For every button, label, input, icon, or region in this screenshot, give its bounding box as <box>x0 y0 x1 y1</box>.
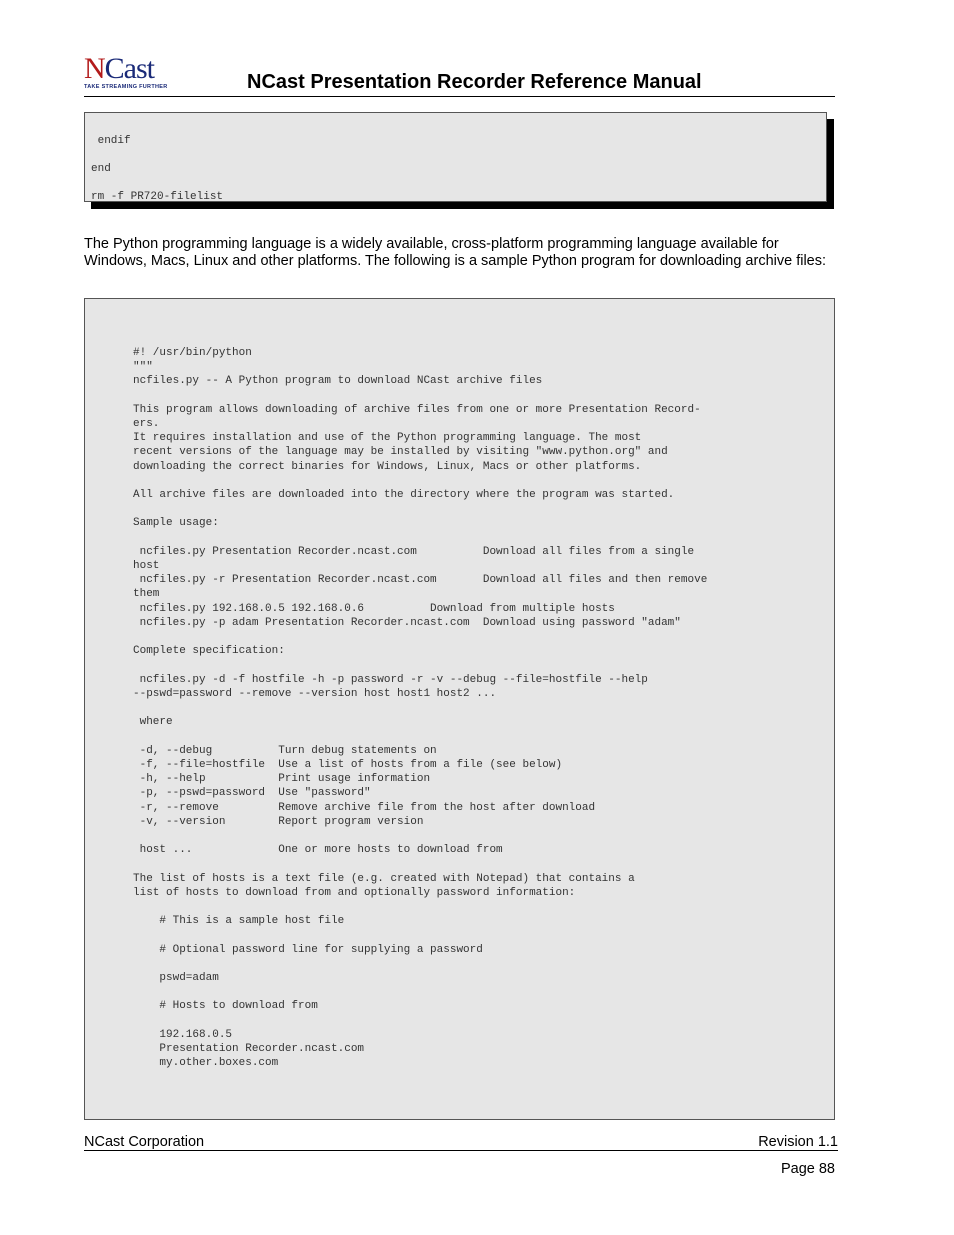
footer-revision: Revision 1.1 <box>758 1134 838 1150</box>
code-block-shell-script <box>84 112 827 202</box>
code-block-python <box>84 298 835 1120</box>
ncast-logo <box>84 54 174 94</box>
code-text-shell: endif end rm -f PR720-filelist <box>91 135 224 203</box>
footer-divider <box>84 1150 838 1151</box>
page-number: Page 88 <box>780 1161 835 1177</box>
code-text-python: #! /usr/bin/python """ ncfiles.py -- A Python program to download NCast archive files This program allows downloading of archive files from one or more Presentation Record- ers. It requires installation and use of the Python programming language. The most recent versions of the language may be installed by visiting "www.python.org" and downloading the correct binaries for Windows, Linux, Macs or other platforms. All archive files are downloaded into the directory where the program was started. Sample usage: ncfiles.py Presentation Recorder.ncast.com Download all files from a single host ncfiles.py -r Presentation Recorder.ncast.com Download all files and then remove them ncfiles.py 192.168.0.5 192.168.0.6 Download from multiple hosts ncfiles.py -p adam Presentation Recorder.ncast.com Download using password "adam" Complete specification: ncfiles.py -d -f hostfile -h -p password -r -v --debug --file=hostfile --help --pswd=password --remove --version host host1 host2 ... where -d, --debug Turn debug statements on -f, --file=hostfile Use a list of hosts from a file (see below) -h, --help Print usage information -p, --pswd=password Use "password" -r, --remove Remove archive file from the host after download -v, --version Report program version host ... One or more hosts to download from The list of hosts is a text file (e.g. created with Notepad) that contains a list of hosts to download from and optionally password information: # This is a sample host file # Optional password line for supplying a password pswd=adam # Hosts to download from 192.168.0.5 Presentation Recorder.ncast.com my.other.boxes.com <box>133 347 708 1070</box>
header-divider <box>84 96 835 97</box>
footer-company: NCast Corporation <box>84 1134 205 1150</box>
intro-paragraph: The Python programming language is a widely available, cross-platform programming language available for Windows, Macs, Linux and other platforms. The following is a sample Python program for downloading archive files: <box>84 236 827 269</box>
logo-tagline: TAKE STREAMING FURTHER <box>84 84 168 90</box>
logo-wordmark: NCast <box>84 52 155 85</box>
page-title: NCast Presentation Recorder Reference Manual <box>247 71 702 93</box>
